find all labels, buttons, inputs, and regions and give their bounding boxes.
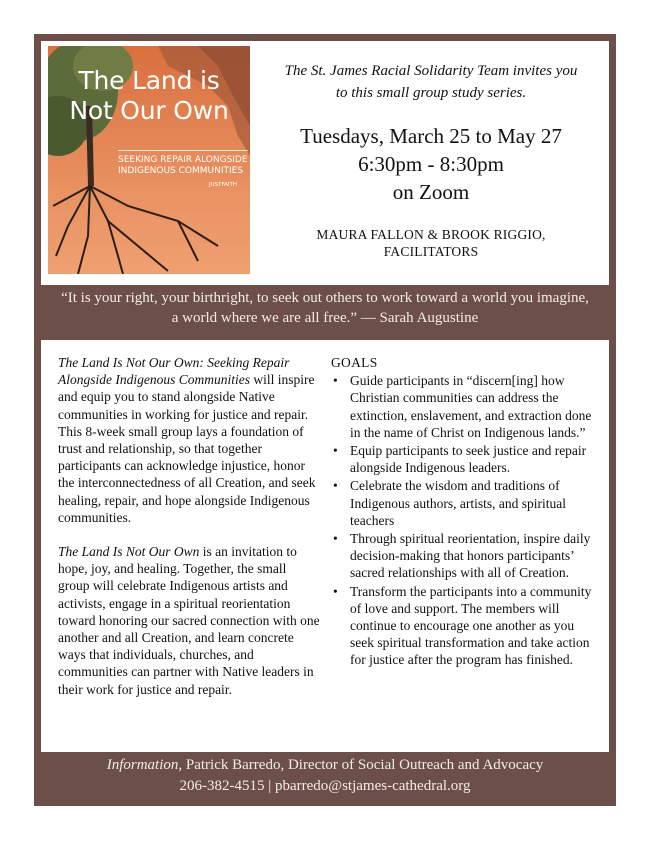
info-text: , Patrick Barredo, Director of Social Outreach and Advocacy — [178, 757, 544, 773]
goals-column — [331, 354, 597, 670]
bullet-icon: • — [333, 583, 338, 599]
contact-footer — [41, 755, 609, 797]
cover-brand-logo: JUSTFAITH — [208, 182, 238, 188]
bullet-icon: • — [333, 443, 338, 459]
cover-subtitle-line-1: SEEKING REPAIR ALONGSIDE — [118, 155, 248, 165]
invitation-line-1: The St. James Racial Solidarity Team invites you — [284, 63, 578, 79]
bullet-icon: • — [333, 531, 338, 547]
goal-text: Transform the participants into a community of love and support. The members will continue to encourage one another as you seek spiritual transformation and take action for justice after the program has finished. — [350, 583, 592, 668]
goal-text: Guide participants in “discern[ing] how Christian communities can address the extinction, enslavement, and extraction done in the name of Christ on Indigenous lands.” — [350, 373, 592, 440]
bullet-icon: • — [333, 478, 338, 494]
goals-list — [331, 372, 597, 668]
bullet-icon: • — [333, 373, 338, 389]
goal-item — [331, 583, 597, 669]
goal-item — [331, 530, 597, 582]
goal-text: Through spiritual reorientation, inspire daily decision-making that honors participants’ sacred relationships with all of Creation. — [350, 531, 591, 581]
cover-title — [48, 66, 250, 126]
schedule-time: 6:30pm - 8:30pm — [358, 152, 504, 176]
schedule — [256, 122, 606, 206]
goals-heading: GOALS — [331, 355, 378, 370]
contact-info-line — [41, 755, 609, 776]
cover-subtitle — [118, 150, 248, 177]
description-text-1: will inspire and equip you to stand alongside Native communities in working for justice and repair. This 8-week small group lays a foundation of trust and relationship, so that together participants can acknowledge injustice, honor the interconnectedness of all Creation, and seek healing, repair, and hope alongside Indigenous communities. — [58, 372, 316, 525]
description-text-2: is an invitation to hope, joy, and healing. Together, the small group will celebrate Indigenous artists and activists, engage in a spiritual reorientation toward honoring our sacred connection with one another and all Creation, and learn concrete ways that individuals, churches, and communities can partner with Native leaders in their work for justice and repair. — [58, 544, 320, 697]
schedule-dates: Tuesdays, March 25 to May 27 — [300, 124, 562, 148]
description-column — [58, 354, 320, 715]
invitation-line-2: to this small group study series. — [335, 85, 527, 101]
description-paragraph-1 — [58, 354, 320, 526]
facilitators — [256, 226, 606, 260]
cover-subtitle-line-2: INDIGENOUS COMMUNITIES — [118, 166, 244, 176]
goal-item — [331, 477, 597, 529]
schedule-location: on Zoom — [392, 180, 470, 204]
book-cover-image — [48, 46, 250, 274]
facilitators-names: MAURA FALLON & BROOK RIGGIO, — [316, 227, 546, 242]
book-title-italic: The Land Is Not Our Own: Seeking Repair Alongside Indigenous Communities — [58, 355, 290, 388]
goal-text: Celebrate the wisdom and traditions of Indigenous authors, artists, and spiritual teachers — [350, 478, 566, 528]
quote-banner: “It is your right, your birthright, to seek out others to work toward a world you imagine, a world where we are all free.” — Sarah Augustine — [61, 290, 589, 326]
goal-item — [331, 442, 597, 476]
contact-details[interactable]: 206-382-4515 | pbarredo@stjames-cathedral.org — [179, 778, 471, 794]
info-label: Information — [106, 757, 179, 773]
cover-title-line-1: The Land is — [78, 66, 220, 95]
invitation-text — [256, 60, 606, 104]
facilitators-label: FACILITATORS — [383, 244, 479, 259]
cover-title-line-2: Not Our Own — [69, 96, 229, 125]
description-paragraph-2 — [58, 543, 320, 698]
goal-text: Equip participants to seek justice and repair alongside Indigenous leaders. — [350, 443, 587, 476]
book-title-italic-short: The Land Is Not Our Own — [58, 544, 200, 560]
goal-item — [331, 372, 597, 441]
